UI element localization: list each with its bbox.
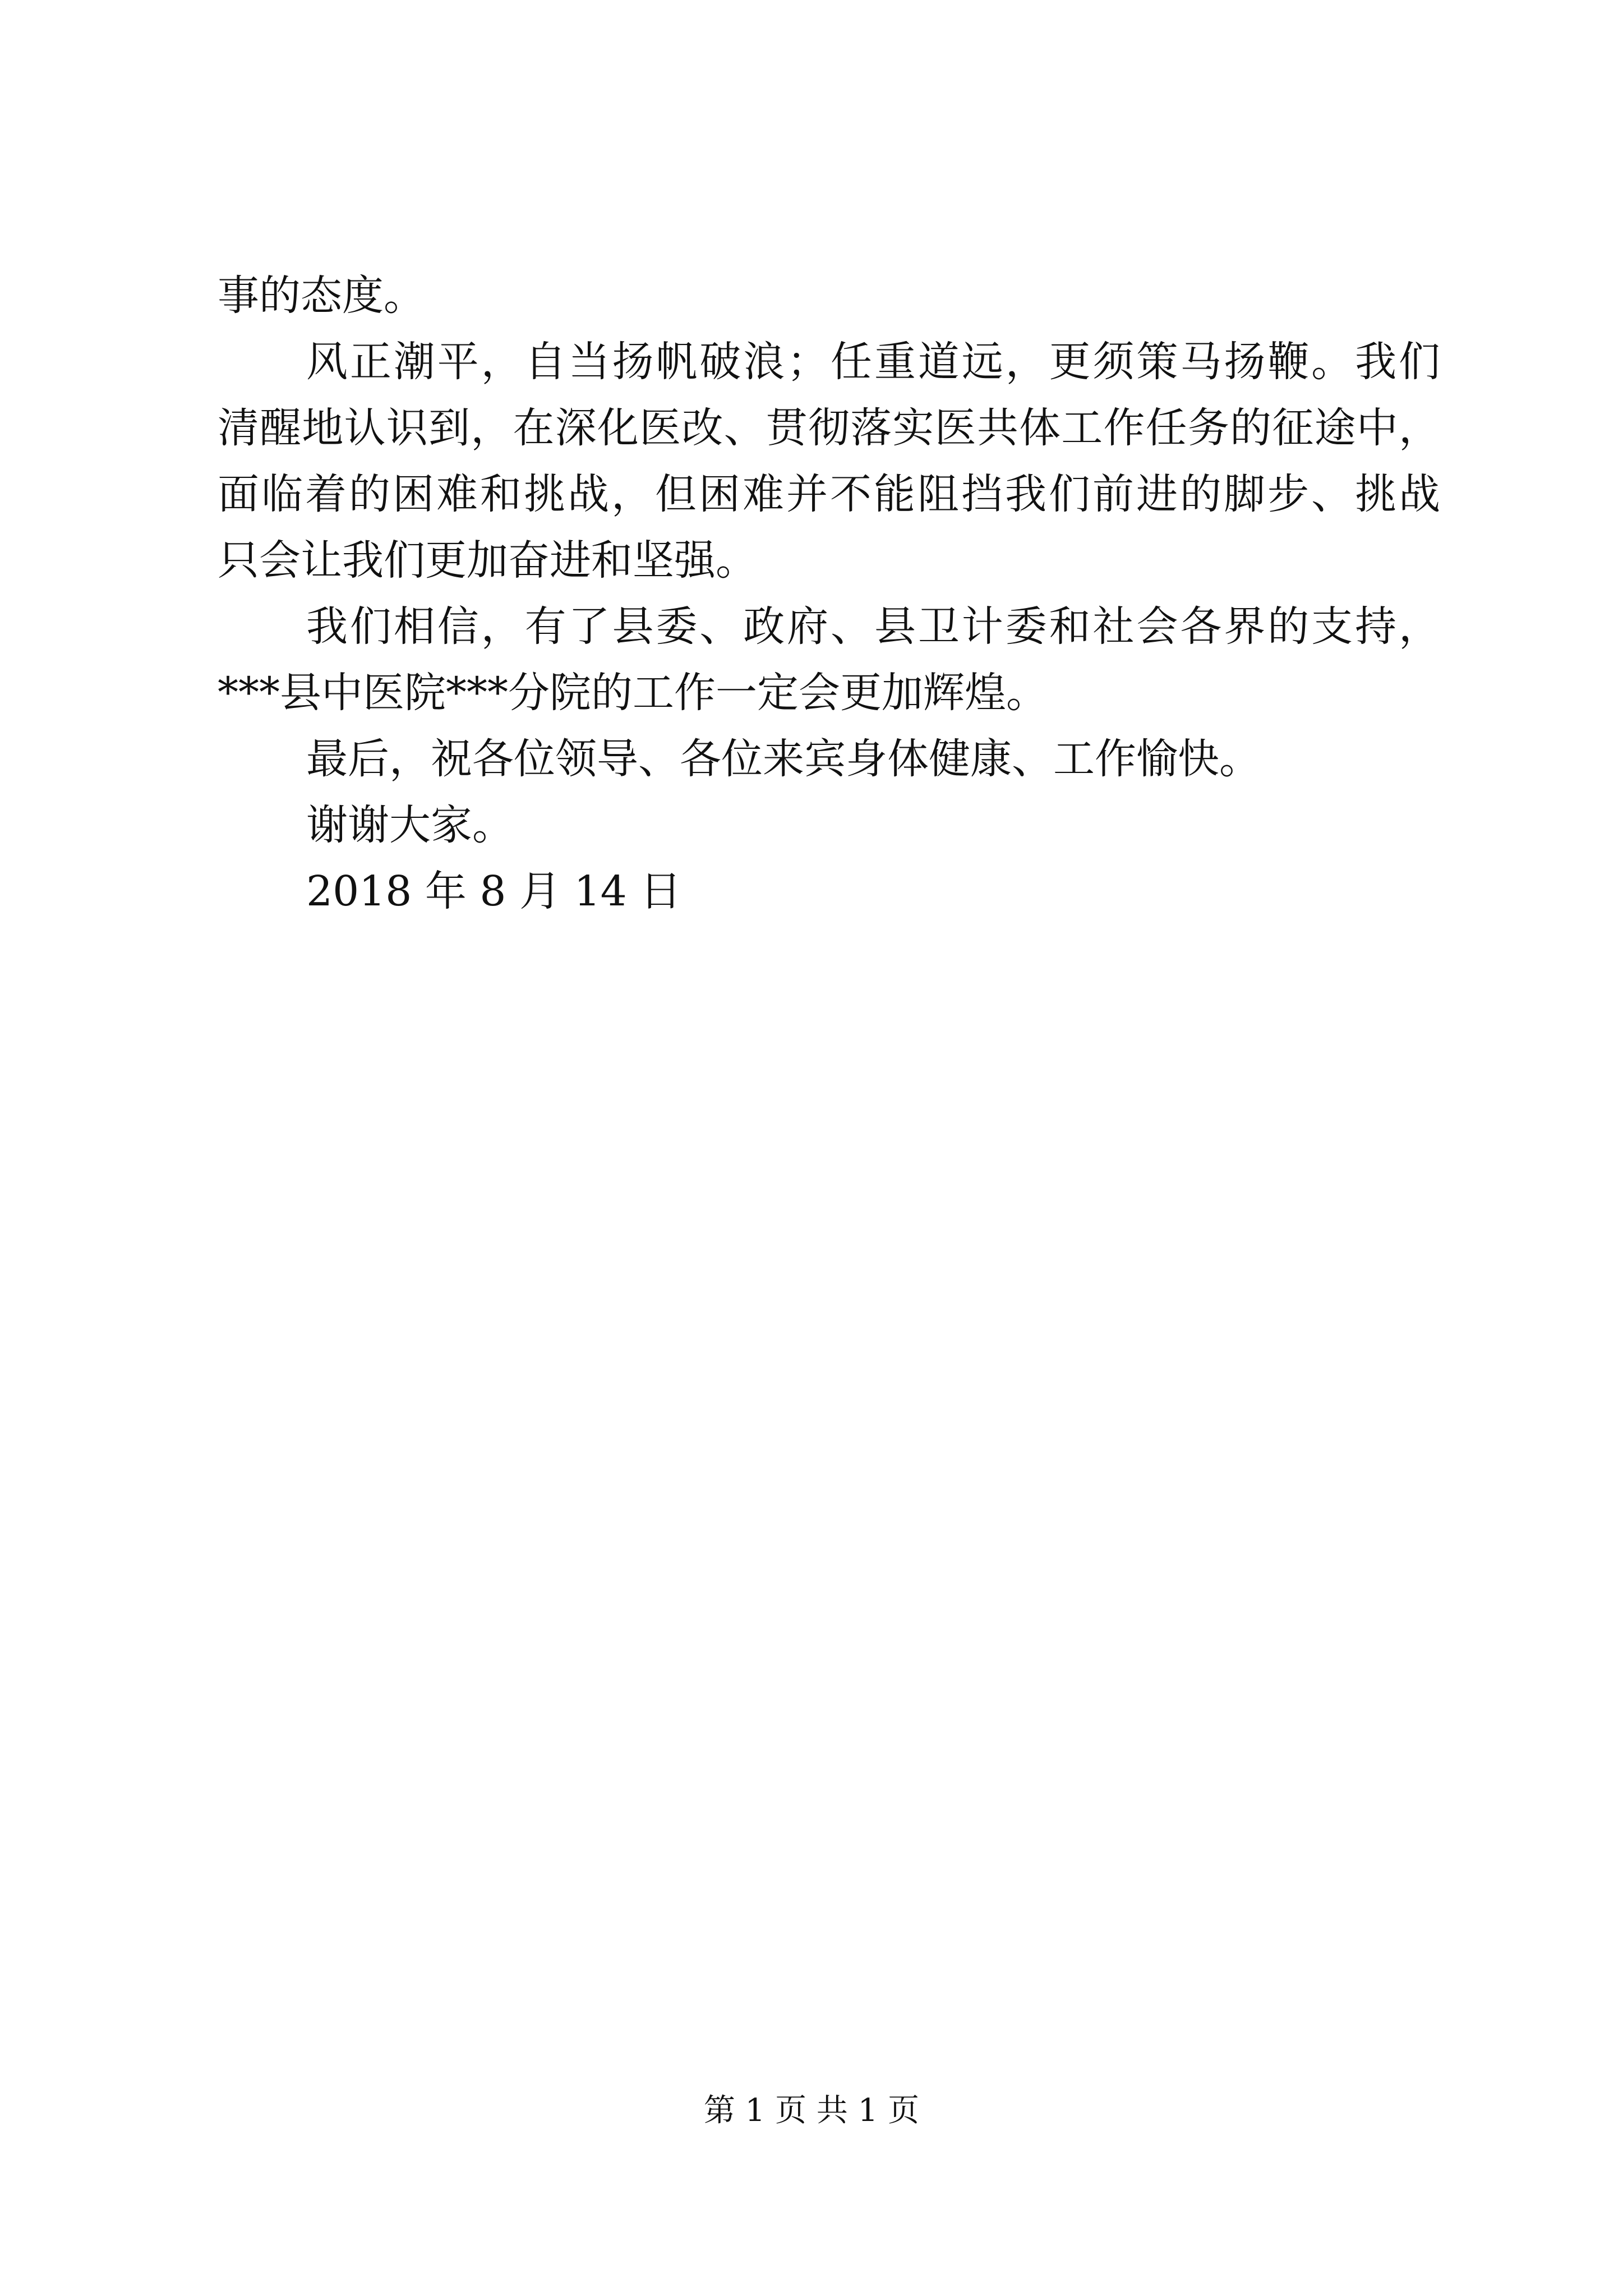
document-body [218,263,1440,924]
date-line: 2018 年 8 月 14 日 [306,867,682,915]
paragraph-line: 只会让我们更加奋进和坚强。 [218,536,757,585]
paragraph-line: 我们相信，有了县委、政府、县卫计委和社会各界的支持， [306,602,1440,651]
paragraph-line: 风正潮平，自当扬帆破浪；任重道远，更须策马扬鞭。我们 [306,338,1440,386]
paragraph-line: 事的态度。 [218,272,425,320]
paragraph-line: 最后，祝各位领导、各位来宾身体健康、工作愉快。 [306,735,1261,783]
paragraph-line: 谢谢大家。 [306,801,514,849]
paragraph-line: 清醒地认识到，在深化医改、贯彻落实医共体工作任务的征途中， [218,404,1440,452]
paragraph-line: 面临着的困难和挑战，但困难并不能阻挡我们前进的脚步、挑战 [218,470,1440,518]
paragraph-line: ***县中医院***分院的工作一定会更加辉煌。 [218,669,1048,717]
page-footer: 第 1 页 共 1 页 [703,2092,920,2129]
